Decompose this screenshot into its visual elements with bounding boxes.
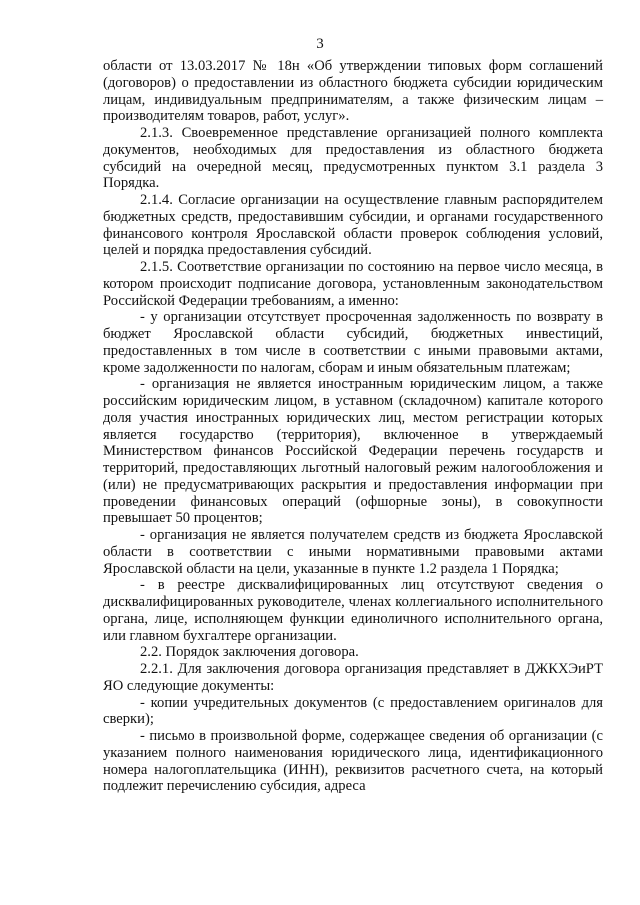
paragraph: 2.1.5. Соответствие организации по состоянию на первое число месяца, в котором происходит подписание договора, установленным законодательством Российской Федерации требованиям, а именно: (103, 259, 603, 309)
page-number: 3 (316, 36, 324, 52)
paragraph: 2.2. Порядок заключения договора. (140, 644, 359, 661)
paragraph: - организация не является получателем средств из бюджета Ярославской области в соответствии с иными нормативными правовыми актами Ярославской области на цели, указанные в пункте 1.2 раздела 1 Порядка; (103, 527, 603, 577)
paragraph: 2.1.4. Согласие организации на осуществление главным распорядителем бюджетных средств, предоставившим субсидии, и органами государственного финансового контроля Ярославской области проверок соблюдения условий, целей и порядка предоставления субсидий. (103, 192, 603, 259)
paragraph: - организация не является иностранным юридическим лицом, а также российским юридическим лицом, в уставном (складочном) капитале которого доля участия иностранных юридических лиц, местом регистрации которых является государство (территория), включенное в утверждаемый Министерством финансов Российской Федерации перечень государств и территорий, предоставляющих льготный налоговый режим налогообложения и (или) не предусматривающих раскрытия и предоставления информации при проведении финансовых операций (офшорные зоны), в совокупности превышает 50 процентов; (103, 376, 603, 527)
paragraph: - копии учредительных документов (с предоставлением оригиналов для сверки); (103, 694, 603, 728)
paragraph: - в реестре дисквалифицированных лиц отсутствуют сведения о дисквалифицированных руководителе, членах коллегиального исполнительного органа, лице, исполняющем функции единоличного исполнительного органа, или главном бухгалтере организации. (103, 577, 603, 644)
paragraph: 2.1.3. Своевременное представление организацией полного комплекта документов, необходимых для предоставления из областного бюджета субсидий на очередной месяц, предусмотренных пунктом 3.1 раздела 3 Порядка. (103, 125, 603, 192)
paragraph: 2.2.1. Для заключения договора организация представляет в ДЖКХЭиРТ ЯО следующие документы: (103, 661, 603, 694)
paragraph: области от 13.03.2017 № 18н «Об утверждении типовых форм соглашений (договоров) о предоставлении из областного бюджета субсидии юридическим лицам, индивидуальным предпринимателям, а также физическим лицам – производителям товаров, работ, услуг». (103, 58, 603, 125)
paragraph: - у организации отсутствует просроченная задолженность по возврату в бюджет Ярославской области субсидий, бюджетных инвестиций, предоставленных в том числе в соответствии с иными правовыми актами, кроме задолженности по налогам, сборам и иным обязательным платежам; (103, 309, 603, 376)
document-body (103, 58, 603, 795)
paragraph: - письмо в произвольной форме, содержащее сведения об организации (с указанием полного наименования юридического лица, идентификационного номера налогоплательщика (ИНН), реквизитов расчетного счета, на который подлежит перечислению субсидия, адреса (103, 728, 603, 795)
